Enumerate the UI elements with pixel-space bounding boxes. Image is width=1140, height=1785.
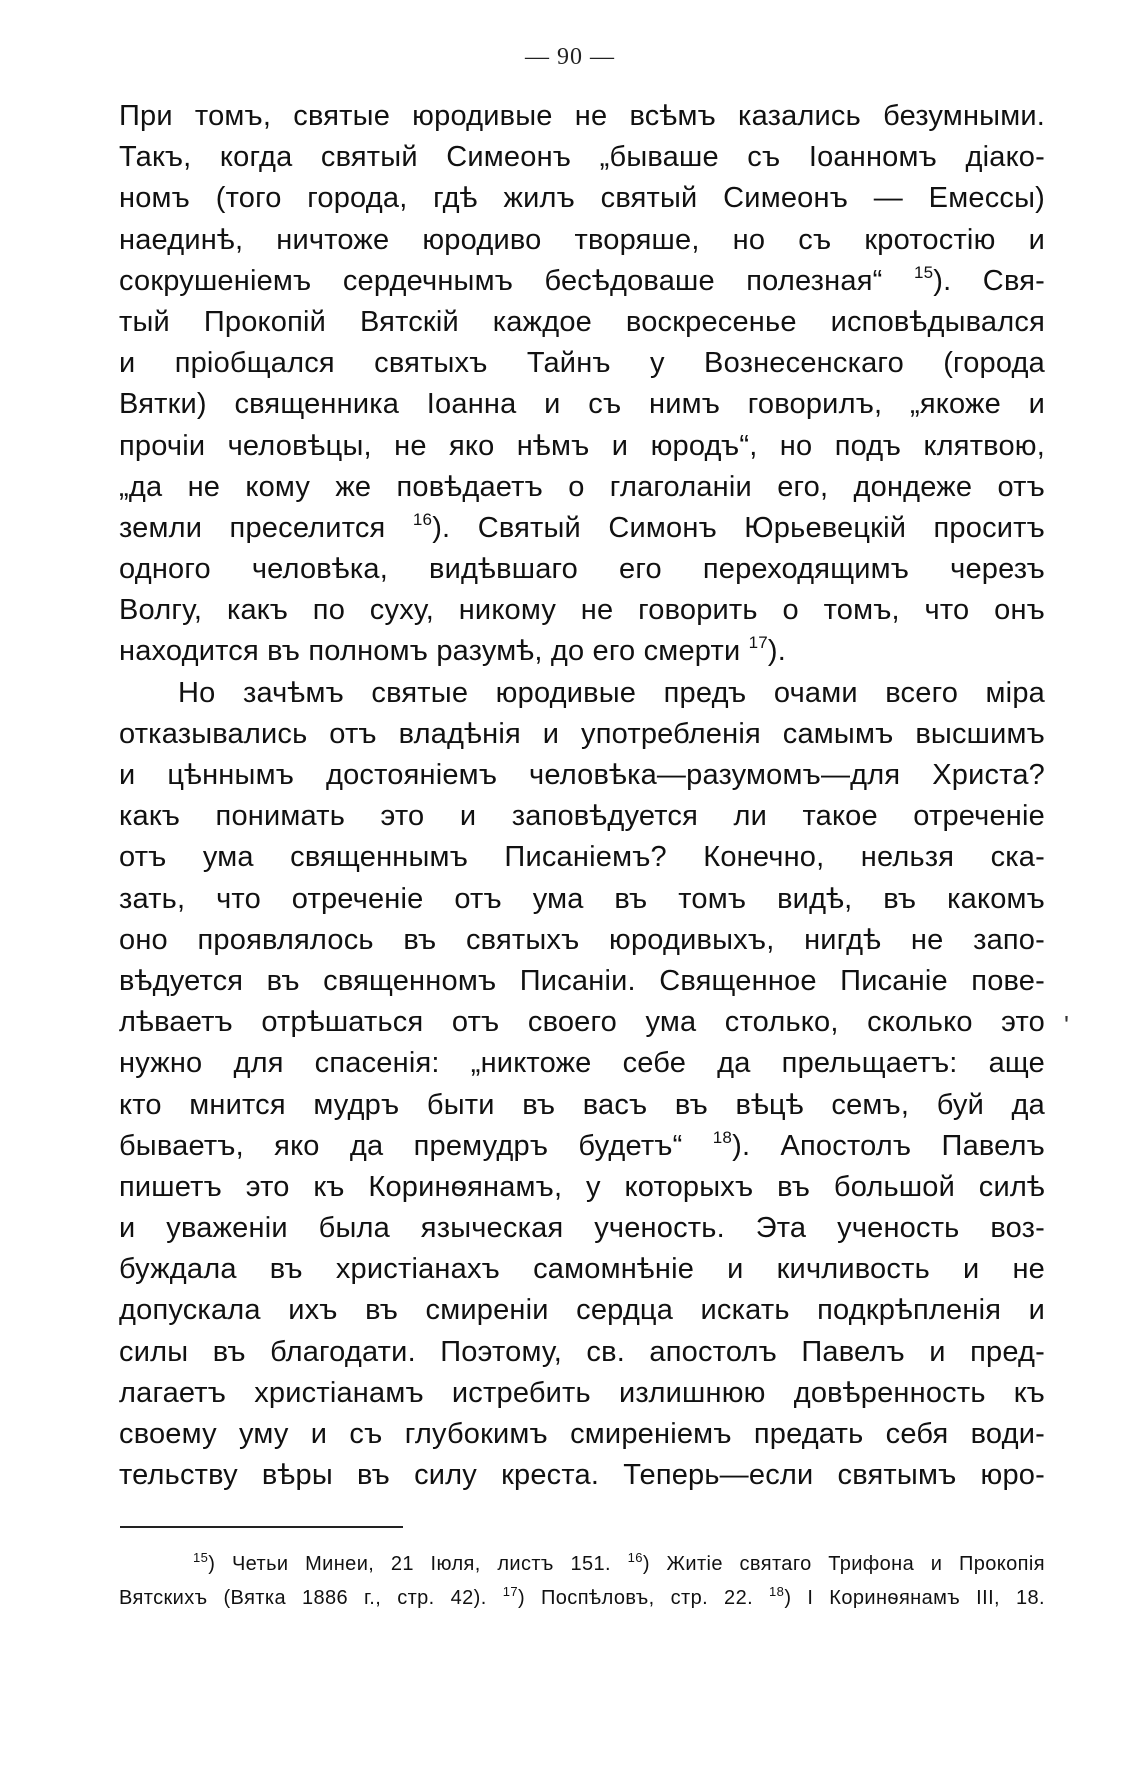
text-line: кто мнится мудръ быти въ васъ въ вѣцѣ семъ, буй да (119, 1088, 1045, 1121)
text-line: бываетъ, яко да премудръ будетъ“ $^{18}$). Апостолъ Павелъ (119, 1127, 1045, 1162)
text-line: тый Прокопій Вятскій каждое воскресенье исповѣдывался (119, 305, 1045, 338)
text-line: нужно для спасенія: „никтоже себе да прельщаетъ: аще (119, 1047, 1045, 1080)
footnote-line: Вятскихъ (Вятка 1886 г., стр. 42). $^{17}$) Поспѣловъ, стр. 22. $^{18}$) I Коринѳянамъ III, 18. (119, 1584, 1046, 1609)
footnote-ref: 18 (712, 1127, 733, 1147)
text-line: отъ ума священнымъ Писаніемъ? Конечно, нельзя ска- (119, 841, 1045, 874)
footnote-ref: 17 (748, 633, 768, 653)
text-line: При томъ, святые юродивые не всѣмъ казались безумными. (119, 100, 1045, 132)
text-line: лагаетъ христіанамъ истребить излишнюю довѣренность къ (119, 1376, 1045, 1409)
text-line: „да не кому же повѣдаетъ о глаголаніи его, дондеже отъ (119, 470, 1045, 503)
text-line: номъ (того города, гдѣ жилъ святый Симеонъ — Емессы) (119, 182, 1045, 215)
text-line: наединѣ, ничтоже юродиво творяше, но съ кротостію и (119, 223, 1045, 256)
text-line: и цѣннымъ достояніемъ человѣка—разумомъ—для Христа? (119, 759, 1045, 791)
text-line: пишетъ это къ Коринѳянамъ, у которыхъ въ большой силѣ (119, 1170, 1045, 1203)
text-line: лѣваетъ отрѣшаться отъ своего ума столько, сколько это (119, 1006, 1045, 1039)
text-line: и уваженіи была языческая ученость. Эта ученость воз- (119, 1212, 1045, 1245)
footnotes (119, 1547, 1045, 1615)
text-line: земли преселится $^{16}$). Святый Симонъ Юрьевецкій проситъ (119, 509, 1045, 544)
text-line: и пріобщался святыхъ Тайнъ у Вознесенскаго (города (119, 347, 1045, 380)
text-line: прочіи человѣцы, не яко нѣмъ и юродъ“, но подъ клятвою, (119, 429, 1045, 462)
text-line: силы въ благодати. Поэтому, св. апостолъ Павелъ и пред- (119, 1335, 1045, 1368)
text-line: Вятки) священника Іоанна и съ нимъ говорилъ, „якоже и (119, 388, 1045, 421)
page-number: — 90 — (525, 44, 615, 70)
footnote-divider (120, 1526, 403, 1528)
margin-mark: ' (1064, 1010, 1069, 1040)
footnote-line: $^{15}$) Четьи Минеи, 21 Іюля, листъ 151. $^{16}$) Житіе святаго Трифона и Прокопія (193, 1550, 1045, 1575)
text-line: Такъ, когда святый Симеонъ „бываше съ Іоанномъ діако- (119, 141, 1045, 174)
text-line: своему уму и съ глубокимъ смиреніемъ предать себя води- (119, 1418, 1045, 1450)
text-line: оно проявлялось въ святыхъ юродивыхъ, нигдѣ не запо- (119, 923, 1045, 956)
footnote-ref: 15 (913, 262, 934, 282)
text-line: допускала ихъ въ смиреніи сердца искать подкрѣпленія и (119, 1294, 1045, 1327)
text-line: Но зачѣмъ святые юродивые предъ очами всего міра (178, 676, 1045, 709)
text-line: вѣдуется въ священномъ Писаніи. Священное Писаніе пове- (119, 964, 1045, 997)
text-line: сокрушеніемъ сердечнымъ бесѣдоваше полезная“ $^{15}$). Свя- (119, 262, 1045, 297)
text-line: буждала въ христіанахъ самомнѣніе и кичливость и не (119, 1253, 1045, 1286)
text-line: находится въ полномъ разумѣ, до его смерти $^{17}$). (119, 633, 787, 668)
text-line: какъ понимать это и заповѣдуется ли такое отреченіе (119, 800, 1045, 833)
text-line: Волгу, какъ по суху, никому не говорить о томъ, что онъ (119, 594, 1045, 627)
text-line: тельству вѣры въ силу креста. Теперь—если святымъ юро- (119, 1459, 1045, 1492)
text-line: одного человѣка, видѣвшаго его переходящимъ черезъ (119, 553, 1045, 586)
text-line: отказывались отъ владѣнія и употребленія самымъ высшимъ (119, 717, 1045, 750)
text-line: зать, что отреченіе отъ ума въ томъ видѣ, въ какомъ (119, 882, 1045, 915)
main-text (119, 96, 1045, 1496)
footnote-ref: 16 (412, 509, 433, 529)
